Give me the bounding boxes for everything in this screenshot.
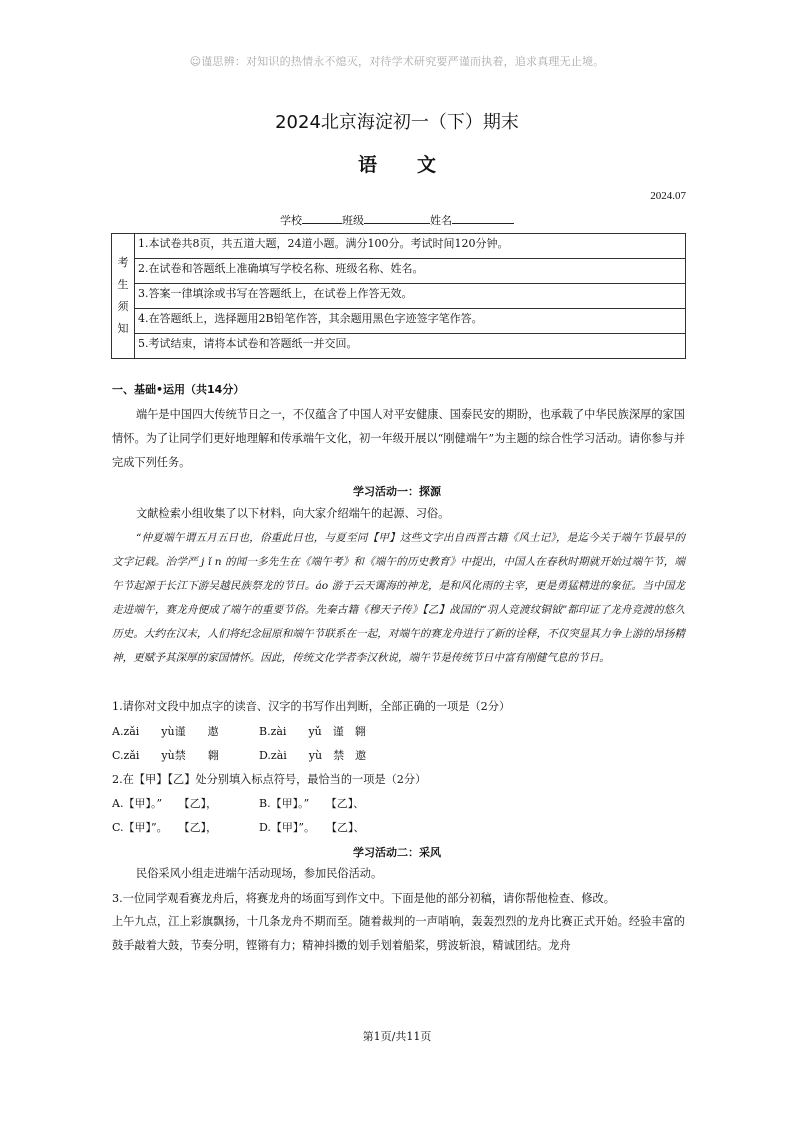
notice-item: 2.在试卷和答题纸上准确填写学校名称、班级名称、姓名。: [135, 259, 685, 284]
exam-title: 2024北京海淀初一（下）期末: [275, 112, 519, 133]
q1-option-d[interactable]: D.zài yù 禁 遨: [259, 749, 367, 762]
question-3-draft-text: 上午九点，江上彩旗飘扬，十几条龙舟不期而至。随着裁判的一声哨响，轰轰烈烈的龙舟比赛正式开始。经验丰富的鼓手敲着大鼓，节奏分明，铿锵有力；精神抖擞的划手划着船桨，劈波斩浪，精诚团结。龙舟: [112, 915, 685, 952]
section-heading: 一、基础•运用（共14分）: [112, 383, 245, 396]
q2-option-b[interactable]: B.【甲】。” 【乙】、: [259, 797, 365, 810]
notice-side-char: 知: [117, 322, 129, 335]
activity1-title: 学习活动一：探源: [353, 485, 441, 498]
question-1-stem: 1.请你对文段中加点字的读音、汉字的书写作出判断，全部正确的一项是（2分）: [112, 700, 511, 713]
activity1-intro: 文献检索小组收集了以下材料，向大家介绍端午的起源、习俗。: [136, 507, 450, 520]
notice-item: 1.本试卷共8页，共五道大题，24道小题。满分100分。考试时间120分钟。: [135, 234, 685, 259]
watermark-text: ☺谨思辨：对知识的热情永不熄灭，对待学术研究要严谨而执着，追求真理无止境。: [189, 55, 605, 68]
notice-items: [135, 234, 686, 359]
notice-item: 3.答案一律填涂或书写在答题纸上，在试卷上作答无效。: [135, 284, 685, 309]
subject-title: 语文: [357, 154, 476, 176]
q1-option-b[interactable]: B.zài yǔ 谨 翱: [259, 725, 366, 738]
notice-item: 5.考试结束，请将本试卷和答题纸一并交回。: [138, 337, 358, 350]
source-passage: “仲夏端午谓五月五日也，俗重此日也，与夏至同【甲】这些文字出自西晋古籍《风土记》，是迄今关于端午节最早的文字记载。治学严 j ǐ n 的闻一多先生在《端午考》和《端午的历史教育》中提出，中国人在春秋时期就开始过端午节，端午节起源于长江下游吴越民族祭龙的节日。áo 游于云天霭海的神龙，是和风化雨的主宰，更是勇猛精进的象征。当中国龙走进端午，赛龙舟便成了端午的重要节俗。先秦古籍《穆天子传》【乙】战国的“羽人竞渡纹铜钺”都印证了龙舟竞渡的悠久历史。大约在汉末，人们将纪念屈原和端午节联系在一起，对端午的赛龙舟进行了新的诠释，不仅突显其力争上游的昂扬精神，更赋予其深厚的家国情怀。因此，传统文化学者李汉秋说，端午节是传统节日中富有刚健气息的节日。: [112, 532, 685, 664]
notice-side-char: 考: [117, 256, 129, 269]
name-label: 姓名: [430, 214, 452, 227]
notice-side-char: 生: [117, 278, 129, 291]
q2-option-a[interactable]: A.【甲】。” 【乙】，: [112, 797, 218, 810]
student-info-fields: [0, 212, 794, 228]
exam-notice-table: [111, 233, 686, 359]
q2-option-d[interactable]: D.【甲】”。 【乙】、: [259, 821, 365, 834]
school-blank[interactable]: [302, 212, 342, 224]
notice-side-char: 须: [117, 300, 129, 313]
activity2-intro: 民俗采风小组走进端午活动现场，参加民俗活动。: [136, 867, 383, 880]
name-blank[interactable]: [452, 212, 514, 224]
exam-date: 2024.07: [650, 190, 686, 202]
notice-item: 4.在答题纸上，选择题用2B铅笔作答，其余题用黑色字迹签字笔作答。: [135, 309, 685, 334]
class-label: 班级: [342, 214, 364, 227]
notice-side-label: [112, 234, 135, 359]
question-2-stem: 2.在【甲】【乙】处分别填入标点符号，最恰当的一项是（2分）: [112, 773, 427, 786]
activity2-title: 学习活动二：采风: [353, 846, 441, 859]
q1-option-a[interactable]: A.zǎi yù谨 遨: [112, 725, 219, 738]
class-blank[interactable]: [364, 212, 430, 224]
q2-option-c[interactable]: C.【甲】”。 【乙】，: [112, 821, 218, 834]
intro-paragraph: 端午是中国四大传统节日之一，不仅蕴含了中国人对平安健康、国泰民安的期盼，也承载了中华民族深厚的家国情怀。为了让同学们更好地理解和传承端午文化，初一年级开展以“刚健端午”为主题的综合性学习活动。请你参与并完成下列任务。: [112, 408, 685, 469]
question-3-stem: 3.一位同学观看赛龙舟后，将赛龙舟的场面写到作文中。下面是他的部分初稿，请你帮他检查、修改。: [112, 892, 615, 905]
page-footer: 第1页/共11页: [362, 1030, 432, 1043]
school-label: 学校: [280, 214, 302, 227]
q1-option-c[interactable]: C.zǎi yù禁 翱: [112, 749, 219, 762]
